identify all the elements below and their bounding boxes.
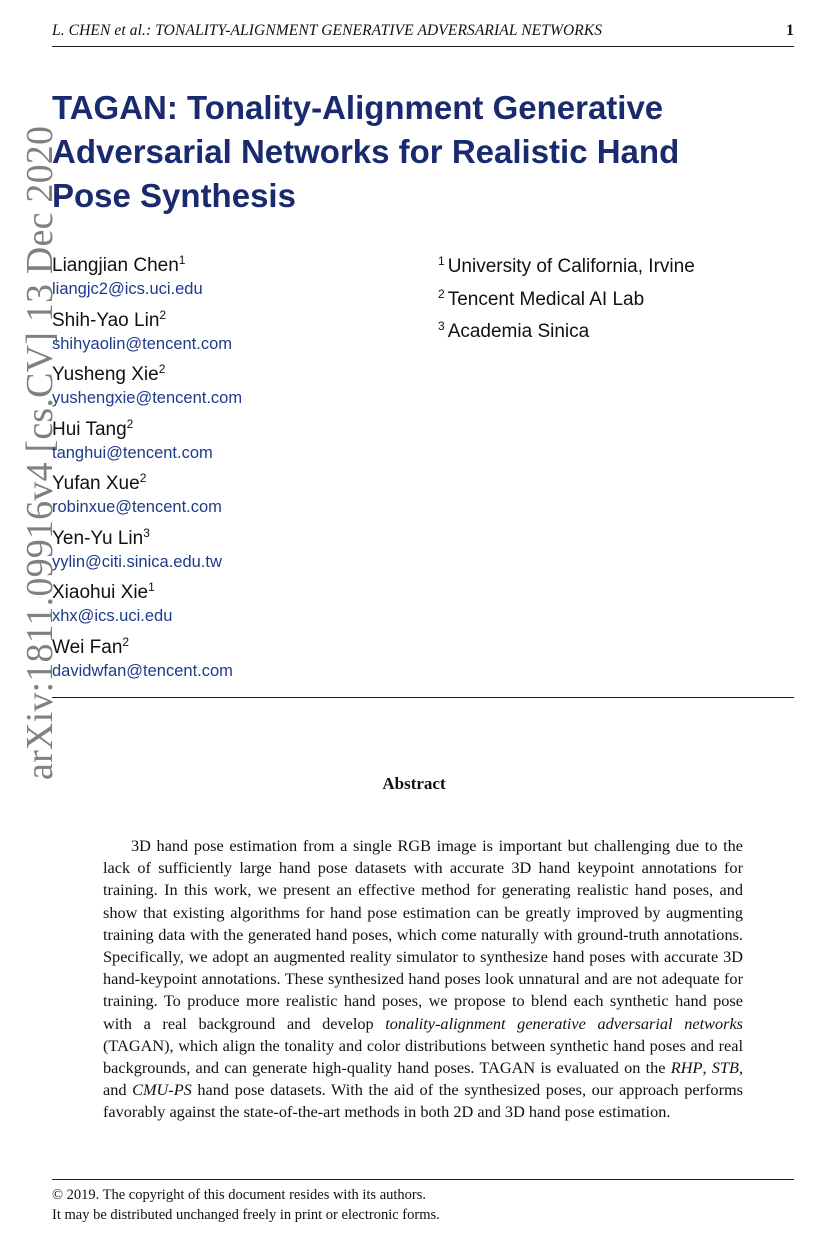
author-entry [52,248,412,303]
abstract-text: (TAGAN), which align the tonality and color distributions between synthetic hand poses and real backgrounds, and can generate high-quality hand poses. TAGAN is evaluated on the [103,1035,743,1078]
dataset-name: CMU-PS [132,1080,192,1100]
affiliation-mark: 2 [126,416,134,431]
abstract-text: hand pose datasets. With the aid of the synthesized poses, our approach performs favorably against the state-of-the-art methods in both 2D and 3D hand pose estimation. [103,1080,743,1122]
author-entry [52,412,412,467]
abstract-text: , [702,1058,712,1078]
author-email[interactable]: yylin@citi.sinica.edu.tw [52,552,222,571]
arxiv-watermark: arXiv:1811.09916v4 [cs.CV] 13 Dec 2020 [19,125,61,780]
abstract-heading: Abstract [382,774,446,793]
affiliation-number: 2 [438,286,445,301]
abstract-text: , and [103,1058,744,1100]
author-name: Yufan Xue [52,473,140,494]
affiliation-mark: 2 [139,471,147,485]
author-email[interactable]: robinxue@tencent.com [52,498,222,516]
author-entry [52,357,412,412]
copyright-footer [52,1185,440,1225]
author-name: Shih-Yao Lin [52,309,160,331]
affiliation-mark: 2 [122,634,130,649]
affiliation-entry [438,313,695,346]
abstract-emphasis: tonality-alignment generative adversarial networks [385,1013,744,1033]
affiliation-name: University of California, Irvine [447,256,695,277]
affiliation-number: 3 [438,319,445,333]
footer-divider [52,1179,794,1180]
abstract-text: 3D hand pose estimation from a single RGB image is important but challenging due to the lack of sufficiently large hand pose datasets with accurate 3D hand keypoint annotations for training. In this work, we present an effective method for generating realistic hand poses, and show that existing algorithms for hand pose estimation can be greatly improved by augmenting training data with the generated hand poses, which come naturally with ground-truth annotations. Specifically, we adopt an augmented reality simulator to synthesize hand poses with accurate 3D hand-keypoint annotations. These synthesized hand poses look unnatural and are not adequate for training. To produce more realistic hand poses, we propose to blend each synthetic hand pose with a real background and develop [103,836,743,1033]
abstract-body [103,835,743,1124]
affiliation-name: Academia Sinica [447,321,590,342]
dataset-name: STB [711,1058,739,1078]
section-divider [52,697,794,698]
affiliation-name: Tencent Medical AI Lab [447,288,645,310]
author-name: Xiaohui Xie [52,582,149,603]
author-list [52,248,412,684]
author-email[interactable]: xhx@ics.uci.edu [52,607,173,625]
author-name: Yen-Yu Lin [52,527,144,549]
copyright-line: © 2019. The copyright of this document resides with its authors. [52,1187,427,1203]
affiliation-mark: 1 [178,253,186,267]
author-email[interactable]: shihyaolin@tencent.com [52,334,233,353]
affiliation-mark: 2 [159,307,167,322]
affiliation-mark: 1 [148,580,155,594]
affiliation-entry [438,248,695,281]
paper-title: TAGAN: Tonality-Alignment Generative Adversarial Networks for Realistic Hand Pose Synthesis [52,89,680,214]
author-entry [52,521,412,576]
author-name: Liangjian Chen [52,255,179,276]
author-name: Wei Fan [52,636,123,658]
author-email[interactable]: tanghui@tencent.com [52,443,213,462]
author-entry [52,575,412,630]
affiliation-mark: 2 [158,362,166,376]
author-email[interactable]: liangjc2@ics.uci.edu [52,280,203,298]
distribution-line: It may be distributed unchanged freely in print or electronic forms. [52,1207,440,1223]
author-name: Yusheng Xie [52,364,159,385]
affiliation-entry [438,281,695,314]
author-entry [52,630,412,685]
running-header [52,20,794,47]
author-entry [52,466,412,521]
author-entry [52,303,412,358]
author-email[interactable]: davidwfan@tencent.com [52,661,233,680]
author-name: Hui Tang [52,418,127,440]
author-email[interactable]: yushengxie@tencent.com [52,389,243,407]
affiliation-number: 1 [438,254,445,268]
dataset-name: RHP [670,1058,703,1078]
affiliation-mark: 3 [143,525,150,540]
running-title: L. CHEN et al.: TONALITY-ALIGNMENT GENERATIVE ADVERSARIAL NETWORKS [52,22,603,39]
page-number: 1 [786,22,794,39]
affiliation-list [438,248,695,346]
